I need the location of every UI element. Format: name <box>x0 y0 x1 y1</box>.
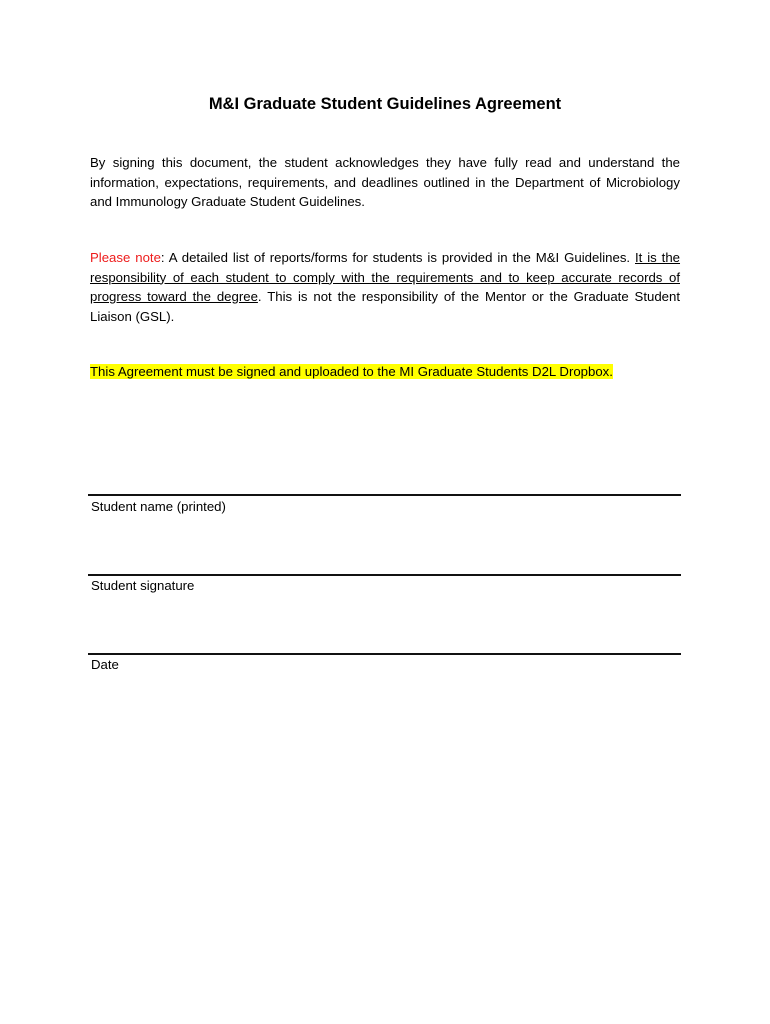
please-note-paragraph <box>90 248 680 326</box>
date-line[interactable] <box>88 653 681 655</box>
student-name-label: Student name (printed) <box>91 499 226 514</box>
please-note-colon: : <box>160 250 165 265</box>
student-signature-label: Student signature <box>91 578 195 593</box>
highlighted-instruction-text: This Agreement must be signed and uploaded to the MI Graduate Students D2L Dropbox. <box>90 364 613 379</box>
student-name-line[interactable] <box>88 494 681 496</box>
highlighted-instruction <box>90 362 613 381</box>
student-signature-line[interactable] <box>88 574 681 576</box>
please-note-label: Please note <box>90 250 161 265</box>
please-note-text: A detailed list of reports/forms for students is provided in the M&I Guidelines. <box>164 250 635 265</box>
document-title: M&I Graduate Student Guidelines Agreement <box>208 95 562 113</box>
acknowledgement-paragraph: By signing this document, the student acknowledges they have fully read and understand the information, expectations, requirements, and deadlines outlined in the Department of Microbiology and Immunology Graduate Student Guidelines. <box>90 155 680 209</box>
date-label: Date <box>91 657 119 672</box>
please-note-tail-text: . This is not the responsibility of the Mentor or the Graduate Student Liaison (GSL). <box>90 289 680 324</box>
please-note-underlined-text: It is the responsibility of each student to comply with the requirements and to keep accurate records of progress toward the degree <box>90 250 681 304</box>
